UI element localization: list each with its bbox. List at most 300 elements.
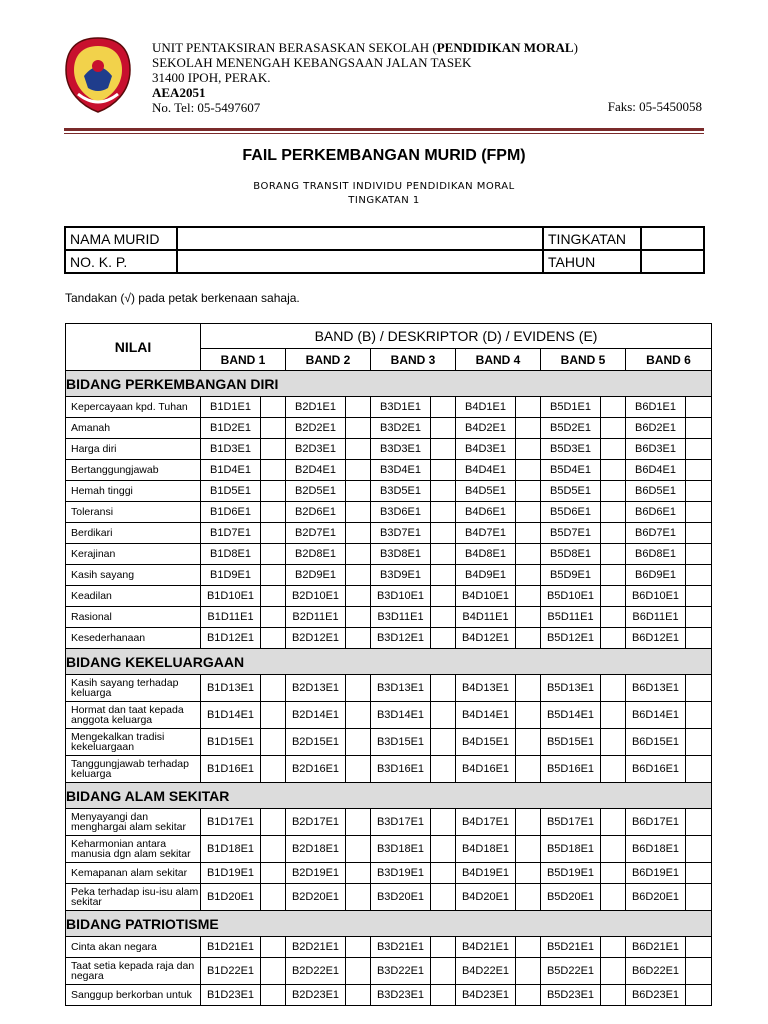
evidence-code: B3D5E1 (371, 481, 431, 502)
evidence-code: B1D4E1 (201, 460, 261, 481)
evidence-code: B2D7E1 (286, 523, 346, 544)
tick-box[interactable] (346, 863, 371, 884)
section-title: BIDANG ALAM SEKITAR (66, 783, 712, 809)
evidence-code: B6D15E1 (626, 729, 686, 756)
tick-box[interactable] (601, 523, 626, 544)
tick-box[interactable] (686, 502, 712, 523)
tick-box[interactable] (431, 544, 456, 565)
nilai-name: Kepercayaan kpd. Tuhan (66, 397, 201, 418)
nilai-name: Peka terhadap isu-isu alam sekitar (66, 884, 201, 911)
tick-box[interactable] (431, 565, 456, 586)
evidence-code: B6D16E1 (626, 756, 686, 783)
nilai-name: Kasih sayang terhadap keluarga (66, 675, 201, 702)
tick-box[interactable] (431, 884, 456, 911)
tick-box[interactable] (516, 628, 541, 649)
tick-box[interactable] (516, 884, 541, 911)
nilai-name: Mengekalkan tradisi kekeluargaan (66, 729, 201, 756)
table-row (66, 809, 712, 836)
table-row (66, 397, 712, 418)
evidence-code: B2D22E1 (286, 958, 346, 985)
tick-box[interactable] (346, 439, 371, 460)
nilai-name: Keharmonian antara manusia dgn alam sekitar (66, 836, 201, 863)
tick-box[interactable] (601, 985, 626, 1006)
tick-box[interactable] (601, 439, 626, 460)
tick-box[interactable] (686, 958, 712, 985)
tick-box[interactable] (686, 565, 712, 586)
tick-box[interactable] (346, 884, 371, 911)
evidence-code: B5D8E1 (541, 544, 601, 565)
tick-box[interactable] (431, 675, 456, 702)
tick-box[interactable] (516, 863, 541, 884)
evidence-code: B4D2E1 (456, 418, 516, 439)
tick-box[interactable] (346, 397, 371, 418)
student-info-table (64, 226, 705, 274)
tick-box[interactable] (516, 397, 541, 418)
tick-box[interactable] (601, 565, 626, 586)
evidence-code: B2D4E1 (286, 460, 346, 481)
tick-box[interactable] (431, 418, 456, 439)
nilai-header: NILAI (66, 324, 201, 371)
tick-box[interactable] (686, 460, 712, 481)
tick-box[interactable] (346, 985, 371, 1006)
field-nama-murid[interactable] (177, 227, 543, 250)
tick-box[interactable] (601, 958, 626, 985)
tick-box[interactable] (261, 756, 286, 783)
nilai-name: Bertanggungjawab (66, 460, 201, 481)
evidence-code: B4D10E1 (456, 586, 516, 607)
form-subtitle: BORANG TRANSIT INDIVIDU PENDIDIKAN MORAL (253, 181, 515, 192)
unit-title: UNIT PENTAKSIRAN BERASASKAN SEKOLAH ( (152, 40, 437, 55)
tick-box[interactable] (261, 809, 286, 836)
tick-box[interactable] (686, 675, 712, 702)
band-header-6: BAND 6 (626, 349, 712, 371)
tick-box[interactable] (261, 502, 286, 523)
tick-box[interactable] (601, 544, 626, 565)
evidence-code: B4D3E1 (456, 439, 516, 460)
tick-box[interactable] (261, 729, 286, 756)
evidence-code: B3D18E1 (371, 836, 431, 863)
tick-box[interactable] (686, 607, 712, 628)
tick-box[interactable] (431, 863, 456, 884)
evidence-code: B4D18E1 (456, 836, 516, 863)
tick-box[interactable] (261, 937, 286, 958)
tick-box[interactable] (516, 702, 541, 729)
tick-box[interactable] (686, 702, 712, 729)
tick-box[interactable] (516, 523, 541, 544)
tick-box[interactable] (346, 523, 371, 544)
nilai-name: Taat setia kepada raja dan negara (66, 958, 201, 985)
tick-box[interactable] (346, 544, 371, 565)
evidence-code: B3D16E1 (371, 756, 431, 783)
label-tingkatan: TINGKATAN (543, 227, 641, 250)
table-row (66, 675, 712, 702)
tick-box[interactable] (346, 836, 371, 863)
label-nama-murid: NAMA MURID (65, 227, 177, 250)
evidence-code: B6D7E1 (626, 523, 686, 544)
evidence-code: B2D5E1 (286, 481, 346, 502)
tick-box[interactable] (261, 544, 286, 565)
tick-box[interactable] (516, 481, 541, 502)
nilai-name: Kesederhanaan (66, 628, 201, 649)
tick-box[interactable] (601, 397, 626, 418)
tick-box[interactable] (686, 884, 712, 911)
form-level: TINGKATAN 1 (348, 195, 420, 206)
evidence-code: B1D21E1 (201, 937, 261, 958)
tick-box[interactable] (431, 836, 456, 863)
table-row (66, 729, 712, 756)
tick-box[interactable] (261, 607, 286, 628)
evidence-code: B5D3E1 (541, 439, 601, 460)
tick-box[interactable] (346, 809, 371, 836)
evidence-code: B3D1E1 (371, 397, 431, 418)
evidence-code: B3D8E1 (371, 544, 431, 565)
evidence-code: B2D13E1 (286, 675, 346, 702)
evidence-code: B4D1E1 (456, 397, 516, 418)
tick-box[interactable] (346, 702, 371, 729)
tick-box[interactable] (516, 607, 541, 628)
evidence-code: B3D10E1 (371, 586, 431, 607)
evidence-code: B2D9E1 (286, 565, 346, 586)
table-row (66, 958, 712, 985)
tick-box[interactable] (516, 502, 541, 523)
section-row (66, 911, 712, 937)
tick-box[interactable] (516, 439, 541, 460)
evidence-code: B2D8E1 (286, 544, 346, 565)
instruction-text: Tandakan (√) pada petak berkenaan sahaja. (65, 291, 300, 305)
evidence-code: B6D6E1 (626, 502, 686, 523)
evidence-code: B5D6E1 (541, 502, 601, 523)
tick-box[interactable] (346, 958, 371, 985)
evidence-code: B3D9E1 (371, 565, 431, 586)
tick-box[interactable] (516, 756, 541, 783)
evidence-code: B1D7E1 (201, 523, 261, 544)
tick-box[interactable] (516, 460, 541, 481)
nilai-name: Cinta akan negara (66, 937, 201, 958)
table-row (66, 863, 712, 884)
tick-box[interactable] (346, 481, 371, 502)
section-title: BIDANG PERKEMBANGAN DIRI (66, 371, 712, 397)
evidence-code: B1D17E1 (201, 809, 261, 836)
nilai-name: Keadilan (66, 586, 201, 607)
tick-box[interactable] (261, 439, 286, 460)
tick-box[interactable] (431, 756, 456, 783)
tick-box[interactable] (601, 418, 626, 439)
evidence-code: B3D12E1 (371, 628, 431, 649)
nilai-name: Menyayangi dan menghargai alam sekitar (66, 809, 201, 836)
table-row (66, 565, 712, 586)
tick-box[interactable] (686, 809, 712, 836)
tick-box[interactable] (431, 502, 456, 523)
evidence-code: B3D4E1 (371, 460, 431, 481)
band-header-5: BAND 5 (541, 349, 626, 371)
evidence-code: B1D13E1 (201, 675, 261, 702)
evidence-code: B4D11E1 (456, 607, 516, 628)
tick-box[interactable] (431, 809, 456, 836)
tick-box[interactable] (601, 628, 626, 649)
evidence-code: B4D15E1 (456, 729, 516, 756)
evidence-code: B4D7E1 (456, 523, 516, 544)
evidence-code: B2D20E1 (286, 884, 346, 911)
tick-box[interactable] (431, 460, 456, 481)
tick-box[interactable] (261, 675, 286, 702)
evidence-code: B1D10E1 (201, 586, 261, 607)
tick-box[interactable] (346, 586, 371, 607)
evidence-code: B3D20E1 (371, 884, 431, 911)
evidence-code: B4D22E1 (456, 958, 516, 985)
tick-box[interactable] (346, 607, 371, 628)
tick-box[interactable] (261, 985, 286, 1006)
tick-box[interactable] (431, 628, 456, 649)
tick-box[interactable] (431, 702, 456, 729)
evidence-code: B1D20E1 (201, 884, 261, 911)
section-title: BIDANG KEKELUARGAAN (66, 649, 712, 675)
evidence-code: B4D12E1 (456, 628, 516, 649)
tick-box[interactable] (516, 937, 541, 958)
tick-box[interactable] (516, 418, 541, 439)
tick-box[interactable] (516, 985, 541, 1006)
table-row (66, 756, 712, 783)
tick-box[interactable] (261, 418, 286, 439)
tick-box[interactable] (346, 729, 371, 756)
tick-box[interactable] (346, 756, 371, 783)
section-row (66, 649, 712, 675)
tick-box[interactable] (686, 418, 712, 439)
evidence-code: B1D9E1 (201, 565, 261, 586)
nilai-name: Kasih sayang (66, 565, 201, 586)
tick-box[interactable] (686, 439, 712, 460)
tick-box[interactable] (261, 397, 286, 418)
evidence-code: B4D6E1 (456, 502, 516, 523)
tick-box[interactable] (261, 481, 286, 502)
tick-box[interactable] (601, 502, 626, 523)
tick-box[interactable] (431, 607, 456, 628)
evidence-code: B6D10E1 (626, 586, 686, 607)
tick-box[interactable] (601, 836, 626, 863)
evidence-code: B1D14E1 (201, 702, 261, 729)
table-row (66, 836, 712, 863)
tick-box[interactable] (261, 884, 286, 911)
tick-box[interactable] (346, 675, 371, 702)
tick-box[interactable] (601, 937, 626, 958)
table-row (66, 628, 712, 649)
evidence-code: B6D5E1 (626, 481, 686, 502)
evidence-code: B6D14E1 (626, 702, 686, 729)
evidence-code: B5D20E1 (541, 884, 601, 911)
evidence-code: B1D19E1 (201, 863, 261, 884)
band-header-2: BAND 2 (286, 349, 371, 371)
evidence-code: B2D19E1 (286, 863, 346, 884)
field-tahun[interactable] (641, 250, 704, 273)
tick-box[interactable] (261, 863, 286, 884)
evidence-code: B4D14E1 (456, 702, 516, 729)
table-row (66, 523, 712, 544)
section-row (66, 783, 712, 809)
table-row (66, 544, 712, 565)
evidence-code: B5D18E1 (541, 836, 601, 863)
evidence-code: B4D5E1 (456, 481, 516, 502)
evidence-code: B2D14E1 (286, 702, 346, 729)
tick-box[interactable] (261, 586, 286, 607)
table-row (66, 985, 712, 1006)
tick-box[interactable] (346, 418, 371, 439)
tick-box[interactable] (516, 544, 541, 565)
tick-box[interactable] (686, 863, 712, 884)
evidence-code: B1D1E1 (201, 397, 261, 418)
table-row (66, 439, 712, 460)
tick-box[interactable] (601, 702, 626, 729)
evidence-code: B1D5E1 (201, 481, 261, 502)
header-divider (64, 128, 704, 131)
tick-box[interactable] (686, 586, 712, 607)
tick-box[interactable] (516, 675, 541, 702)
nilai-name: Tanggungjawab terhadap keluarga (66, 756, 201, 783)
tick-box[interactable] (261, 523, 286, 544)
field-tingkatan[interactable] (641, 227, 704, 250)
evidence-code: B3D19E1 (371, 863, 431, 884)
nilai-name: Rasional (66, 607, 201, 628)
evidence-code: B6D17E1 (626, 809, 686, 836)
evidence-code: B1D6E1 (201, 502, 261, 523)
field-no-kp[interactable] (177, 250, 543, 273)
evidence-code: B2D10E1 (286, 586, 346, 607)
tick-box[interactable] (601, 481, 626, 502)
evidence-code: B6D2E1 (626, 418, 686, 439)
tick-box[interactable] (431, 397, 456, 418)
label-no-kp: NO. K. P. (65, 250, 177, 273)
tick-box[interactable] (686, 544, 712, 565)
evidence-code: B4D17E1 (456, 809, 516, 836)
tick-box[interactable] (346, 937, 371, 958)
tick-box[interactable] (431, 586, 456, 607)
tick-box[interactable] (261, 460, 286, 481)
tick-box[interactable] (431, 439, 456, 460)
nilai-name: Hormat dan taat kepada anggota keluarga (66, 702, 201, 729)
tick-box[interactable] (516, 809, 541, 836)
evidence-code: B4D13E1 (456, 675, 516, 702)
tick-box[interactable] (346, 628, 371, 649)
nilai-name: Hemah tinggi (66, 481, 201, 502)
evidence-code: B4D20E1 (456, 884, 516, 911)
subject-name: PENDIDIKAN MORAL (436, 40, 574, 55)
evidence-code: B4D8E1 (456, 544, 516, 565)
evidence-code: B3D13E1 (371, 675, 431, 702)
tick-box[interactable] (431, 481, 456, 502)
table-row (66, 937, 712, 958)
evidence-code: B2D15E1 (286, 729, 346, 756)
evidence-code: B3D14E1 (371, 702, 431, 729)
tick-box[interactable] (686, 523, 712, 544)
evidence-code: B2D17E1 (286, 809, 346, 836)
tick-box[interactable] (431, 729, 456, 756)
evidence-code: B5D16E1 (541, 756, 601, 783)
tick-box[interactable] (601, 460, 626, 481)
tick-box[interactable] (261, 958, 286, 985)
tick-box[interactable] (261, 628, 286, 649)
tick-box[interactable] (686, 729, 712, 756)
evidence-code: B6D23E1 (626, 985, 686, 1006)
evidence-code: B5D9E1 (541, 565, 601, 586)
band-header-3: BAND 3 (371, 349, 456, 371)
tick-box[interactable] (686, 985, 712, 1006)
school-header (152, 40, 578, 115)
tick-box[interactable] (516, 586, 541, 607)
table-row (66, 481, 712, 502)
tick-box[interactable] (261, 836, 286, 863)
evidence-code: B2D16E1 (286, 756, 346, 783)
tick-box[interactable] (516, 565, 541, 586)
evidence-code: B4D21E1 (456, 937, 516, 958)
evidence-code: B6D12E1 (626, 628, 686, 649)
evidence-code: B6D4E1 (626, 460, 686, 481)
section-title: BIDANG PATRIOTISME (66, 911, 712, 937)
tick-box[interactable] (516, 729, 541, 756)
tick-box[interactable] (686, 397, 712, 418)
evidence-code: B1D15E1 (201, 729, 261, 756)
tick-box[interactable] (601, 675, 626, 702)
table-row (66, 702, 712, 729)
evidence-code: B3D17E1 (371, 809, 431, 836)
tick-box[interactable] (601, 809, 626, 836)
evidence-code: B5D5E1 (541, 481, 601, 502)
evidence-code: B4D9E1 (456, 565, 516, 586)
tick-box[interactable] (686, 937, 712, 958)
tick-box[interactable] (601, 756, 626, 783)
table-row (66, 460, 712, 481)
evidence-code: B1D18E1 (201, 836, 261, 863)
evidence-code: B6D21E1 (626, 937, 686, 958)
evidence-code: B3D15E1 (371, 729, 431, 756)
tick-box[interactable] (346, 502, 371, 523)
evidence-code: B5D12E1 (541, 628, 601, 649)
tick-box[interactable] (261, 565, 286, 586)
school-fax: Faks: 05-5450058 (607, 99, 702, 114)
evidence-code: B2D6E1 (286, 502, 346, 523)
evidence-code: B1D3E1 (201, 439, 261, 460)
tick-box[interactable] (516, 836, 541, 863)
tick-box[interactable] (686, 836, 712, 863)
tick-box[interactable] (261, 702, 286, 729)
school-name: SEKOLAH MENENGAH KEBANGSAAN JALAN TASEK (152, 55, 472, 70)
nilai-name: Toleransi (66, 502, 201, 523)
tick-box[interactable] (346, 565, 371, 586)
tick-box[interactable] (686, 628, 712, 649)
tick-box[interactable] (601, 884, 626, 911)
tick-box[interactable] (431, 985, 456, 1006)
table-row (66, 502, 712, 523)
evidence-code: B1D2E1 (201, 418, 261, 439)
tick-box[interactable] (601, 729, 626, 756)
evidence-code: B1D8E1 (201, 544, 261, 565)
tick-box[interactable] (346, 460, 371, 481)
evidence-code: B2D12E1 (286, 628, 346, 649)
nilai-name: Harga diri (66, 439, 201, 460)
tick-box[interactable] (431, 958, 456, 985)
table-row (66, 586, 712, 607)
tick-box[interactable] (601, 863, 626, 884)
evidence-code: B1D23E1 (201, 985, 261, 1006)
tick-box[interactable] (431, 937, 456, 958)
tick-box[interactable] (601, 586, 626, 607)
form-title: FAIL PERKEMBANGAN MURID (FPM) (242, 147, 526, 164)
school-code: AEA2051 (152, 85, 206, 100)
tick-box[interactable] (601, 607, 626, 628)
evidence-code: B6D18E1 (626, 836, 686, 863)
evidence-code: B6D19E1 (626, 863, 686, 884)
tick-box[interactable] (686, 481, 712, 502)
tick-box[interactable] (516, 958, 541, 985)
tick-box[interactable] (431, 523, 456, 544)
tick-box[interactable] (686, 756, 712, 783)
